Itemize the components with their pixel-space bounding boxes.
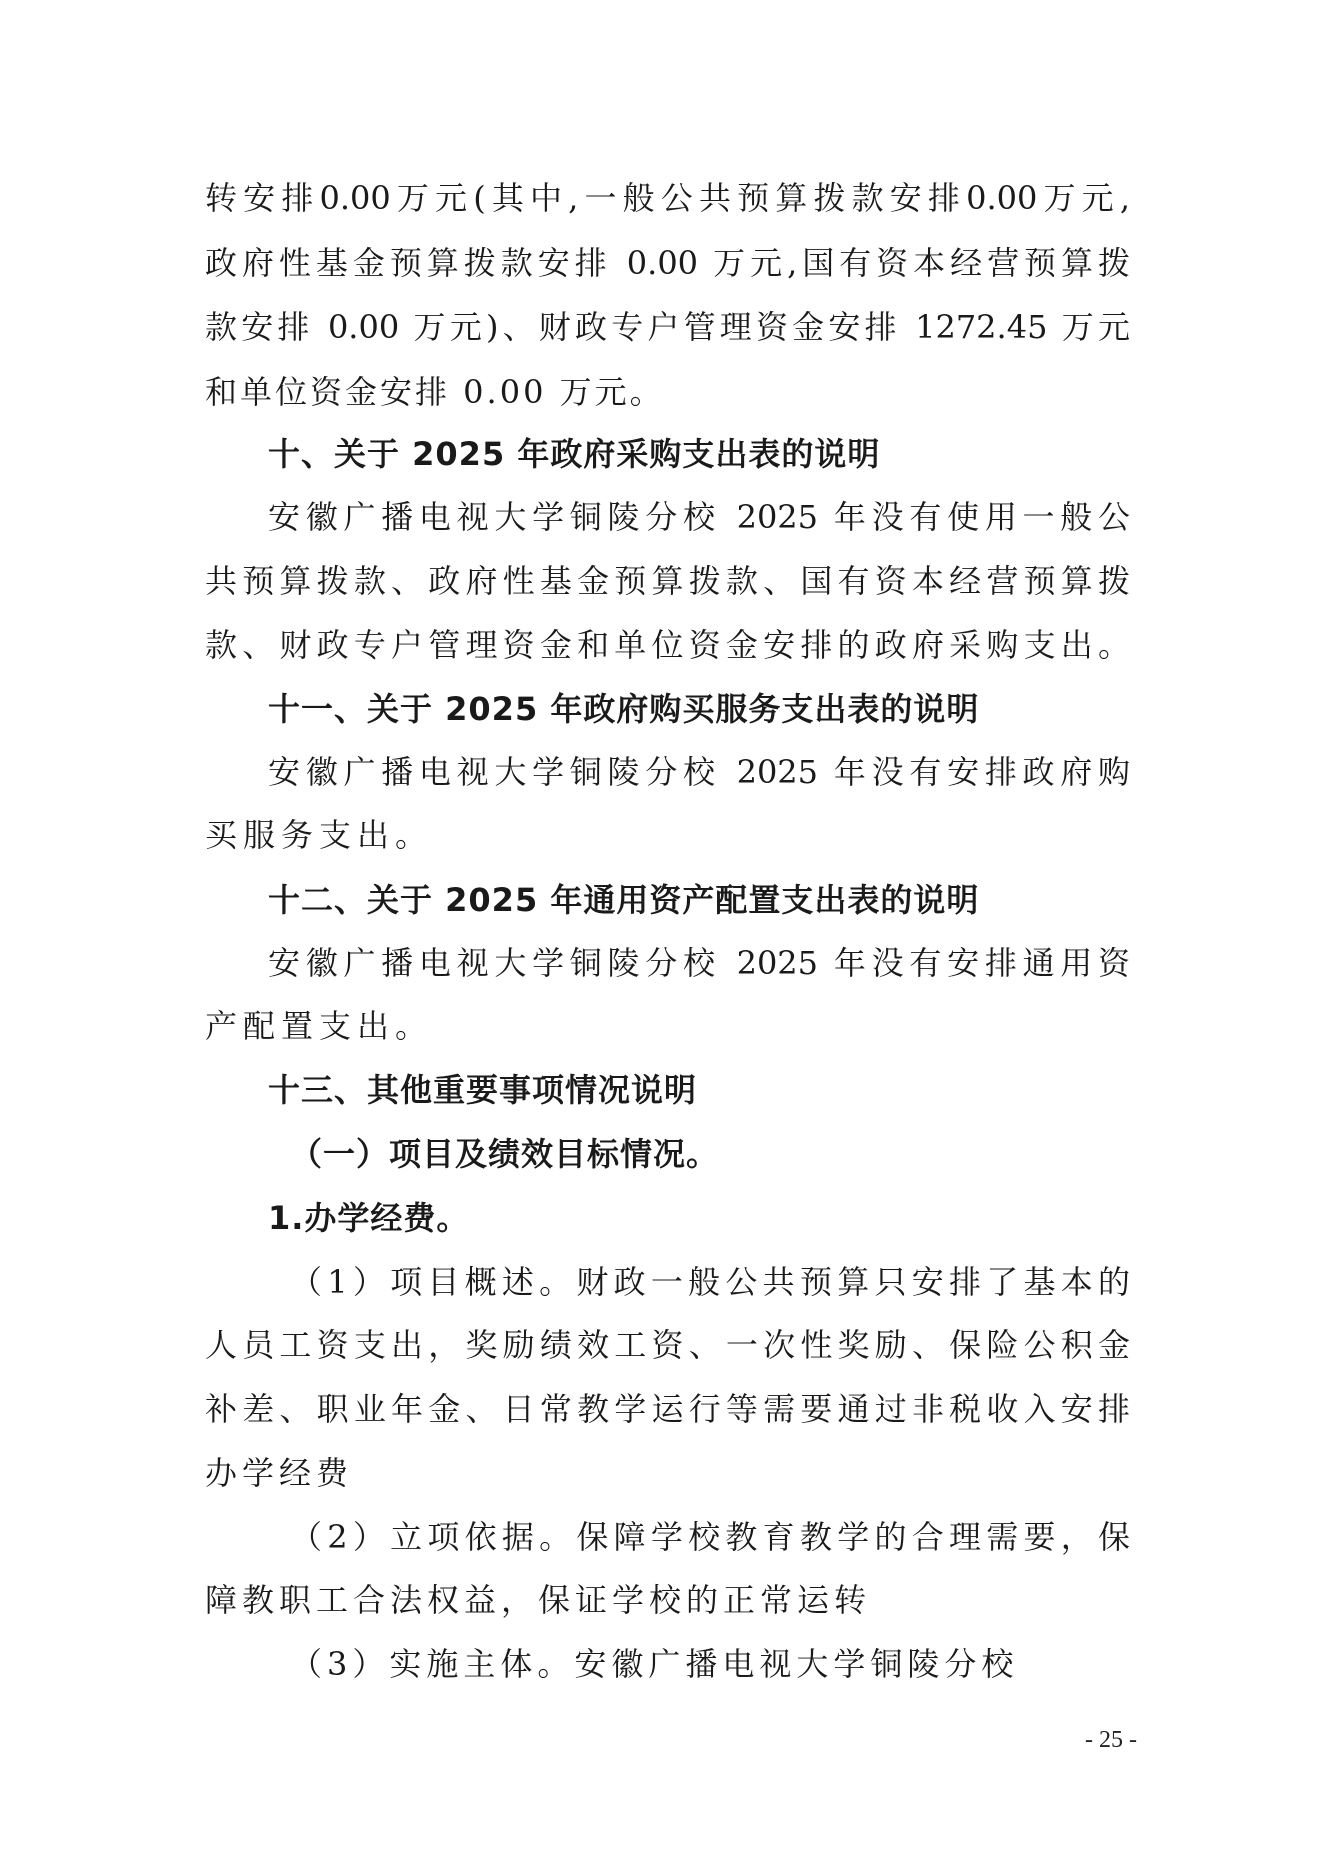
body-text-line: 补差、职业年金、日常教学运行等需要通过非税收入安排	[205, 1390, 1130, 1428]
section-heading: 十二、关于 2025 年通用资产配置支出表的说明	[268, 881, 980, 919]
section-heading: 十、关于 2025 年政府采购支出表的说明	[268, 435, 881, 473]
body-text-line: 安徽广播电视大学铜陵分校 2025 年没有安排政府购	[268, 753, 1130, 791]
section-heading: 十一、关于 2025 年政府购买服务支出表的说明	[268, 690, 980, 728]
page-number: - 25 -	[1085, 1727, 1137, 1753]
body-text-line: 安徽广播电视大学铜陵分校 2025 年没有安排通用资	[268, 944, 1130, 982]
body-text-line: 和单位资金安排 0.00 万元。	[205, 373, 665, 411]
subsection-heading: （一）项目及绩效目标情况。	[290, 1135, 720, 1173]
section-heading: 十三、其他重要事项情况说明	[268, 1071, 698, 1109]
item-heading: 1.办学经费。	[268, 1199, 470, 1237]
body-text-line: 产配置支出。	[205, 1007, 434, 1045]
body-text-line: 款、财政专户管理资金和单位资金安排的政府采购支出。	[205, 626, 1130, 664]
body-text-line: 办学经费	[205, 1454, 354, 1492]
body-text-line: （2）立项依据。保障学校教育教学的合理需要，保	[290, 1518, 1130, 1556]
body-text-line: 障教职工合法权益，保证学校的正常运转	[205, 1581, 872, 1619]
body-text-line: 转安排0.00万元(其中,一般公共预算拨款安排0.00万元,	[205, 179, 1130, 217]
body-text-line: 安徽广播电视大学铜陵分校 2025 年没有使用一般公	[268, 498, 1130, 536]
body-text-line: （1）项目概述。财政一般公共预算只安排了基本的	[290, 1263, 1130, 1301]
body-text-line: 政府性基金预算拨款安排 0.00 万元,国有资本经营预算拨	[205, 244, 1130, 282]
body-text-line: （3）实施主体。安徽广播电视大学铜陵分校	[290, 1645, 1019, 1683]
body-text-line: 款安排 0.00 万元)、财政专户管理资金安排 1272.45 万元	[205, 308, 1130, 346]
body-text-line: 人员工资支出，奖励绩效工资、一次性奖励、保险公积金	[205, 1326, 1130, 1364]
body-text-line: 买服务支出。	[205, 816, 434, 854]
body-text-line: 共预算拨款、政府性基金预算拨款、国有资本经营预算拨	[205, 562, 1130, 600]
